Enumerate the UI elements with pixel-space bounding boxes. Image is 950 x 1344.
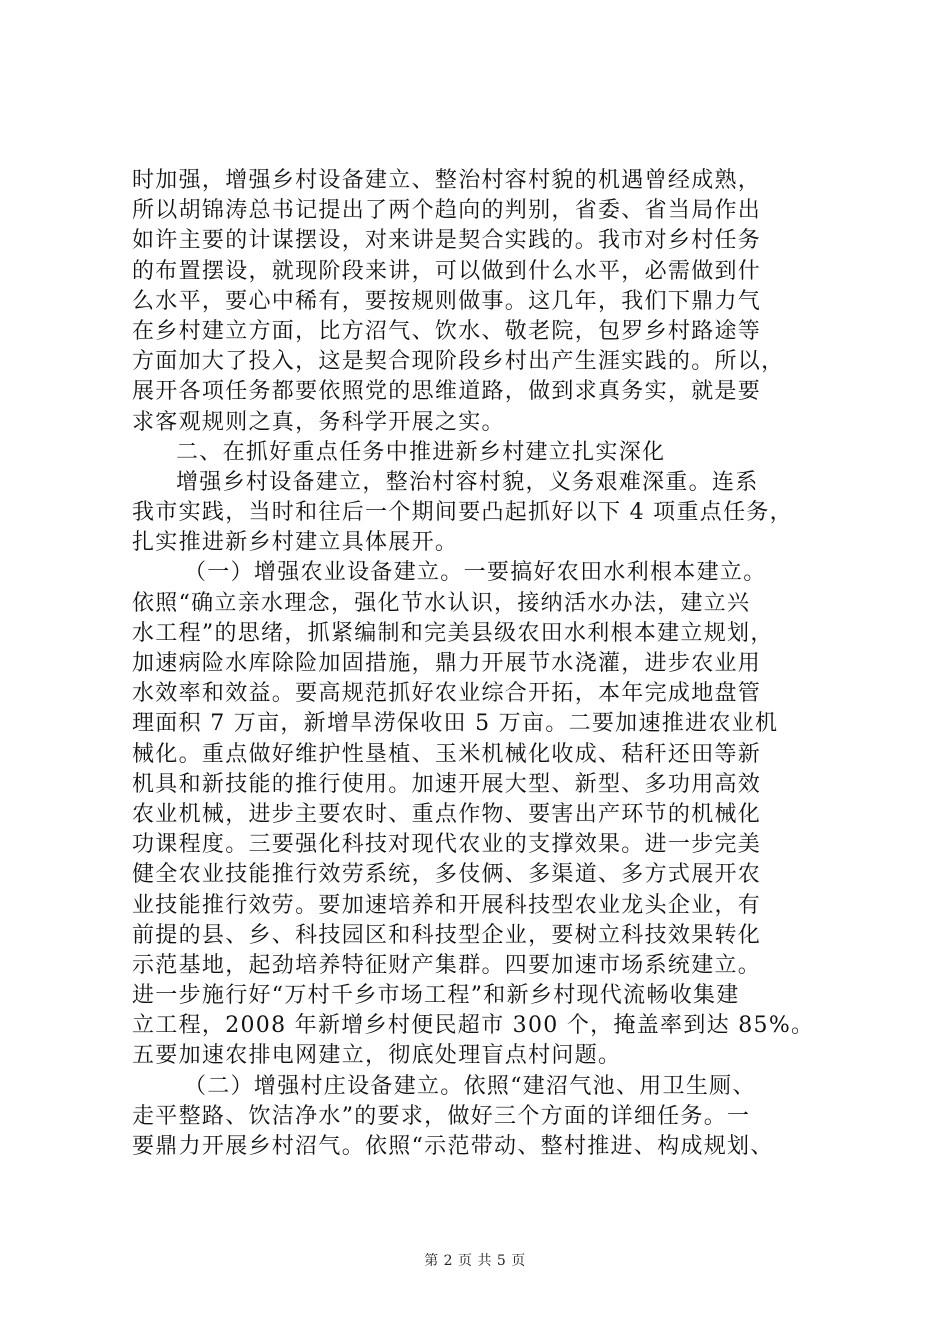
text-line: 加速病险水库除险加固措施，鼎力开展节水浇灌，进步农业用 — [132, 651, 762, 676]
document-body — [132, 166, 832, 1162]
text-line: 五要加速农排电网建立，彻底处理盲点村问题。 — [132, 1043, 622, 1069]
text-line: 业技能推行效劳。要加速培养和开展科技型农业龙头企业，有 — [132, 892, 762, 918]
text-line: 的布置摆设，就现阶段来讲，可以做到什么水平，必需做到什 — [132, 258, 762, 284]
text-line: 水工程”的思绪，抓紧编制和完美县级农田水利根本建立规划， — [132, 620, 774, 646]
text-line: 功课程度。三要强化科技对现代农业的支撑效果。进一步完美 — [132, 832, 762, 858]
text-line: 理面积 7 万亩，新增旱涝保收田 5 万亩。二要加速推进农业机 — [132, 711, 779, 737]
text-line: 方面加大了投入，这是契合现阶段乡村出产生涯实践的。所以， — [132, 349, 785, 375]
text-line: 所以胡锦涛总书记提出了两个趋向的判别，省委、省当局作出 — [132, 198, 762, 224]
subsection-line: （二）增强村庄设备建立。依照“建沼气池、用卫生厕、 — [184, 1073, 756, 1099]
text-line: 立工程，2008 年新增乡村便民超市 300 个，掩盖率到达 85%。 — [132, 1013, 815, 1039]
text-line: 如许主要的计谋摆设，对来讲是契合实践的。我市对乡村任务 — [132, 228, 762, 254]
text-line: 走平整路、饮洁净水”的要求，做好三个方面的详细任务。一 — [132, 1103, 751, 1129]
page-number-footer: 第 2 页 共 5 页 — [424, 1253, 526, 1269]
text-line: 时加强，增强乡村设备建立、整治村容村貌的机遇曾经成熟， — [132, 168, 762, 193]
text-line: 水效率和效益。要高规范抓好农业综合开拓，本年完成地盘管 — [132, 681, 762, 707]
text-line: 农业机械，进步主要农时、重点作物、要害出产环节的机械化 — [132, 801, 762, 827]
text-line: 扎实推进新乡村建立具体展开。 — [132, 530, 459, 556]
text-line: 机具和新技能的推行使用。加速开展大型、新型、多功用高效 — [132, 771, 762, 797]
text-line: 在乡村建立方面，比方沼气、饮水、敬老院，包罗乡村路途等 — [132, 318, 762, 344]
text-line: 前提的县、乡、科技园区和科技型企业，要树立科技效果转化 — [132, 922, 762, 948]
text-line: 我市实践，当时和往后一个期间要凸起抓好以下 4 项重点任务， — [132, 500, 793, 526]
text-line: 械化。重点做好维护性垦植、玉米机械化收成、秸秆还田等新 — [132, 741, 762, 767]
section-heading: 二、在抓好重点任务中推进新乡村建立扎实深化 — [176, 439, 666, 465]
text-line: 么水平，要心中稀有，要按规则做事。这几年，我们下鼎力气 — [132, 288, 762, 314]
text-line: 求客观规则之真，务科学开展之实。 — [132, 409, 505, 435]
text-line: 要鼎力开展乡村沼气。依照“示范带动、整村推进、构成规划、 — [132, 1134, 774, 1159]
text-line: 依照“确立亲水理念，强化节水认识，接纳活水办法，建立兴 — [132, 590, 751, 616]
text-line: 展开各项任务都要依照党的思维道路，做到求真务实，就是要 — [132, 379, 762, 405]
text-line: 健全农业技能推行效劳系统，多伎俩、多渠道、多方式展开农 — [132, 862, 762, 888]
text-line: 示范基地，起劲培养特征财产集群。四要加速市场系统建立。 — [132, 952, 762, 978]
text-line: 增强乡村设备建立，整治村容村貌，义务艰难深重。连系 — [176, 469, 759, 495]
text-line: 进一步施行好“万村千乡市场工程”和新乡村现代流畅收集建 — [132, 983, 740, 1009]
subsection-line: （一）增强农业设备建立。一要搞好农田水利根本建立。 — [184, 560, 767, 586]
